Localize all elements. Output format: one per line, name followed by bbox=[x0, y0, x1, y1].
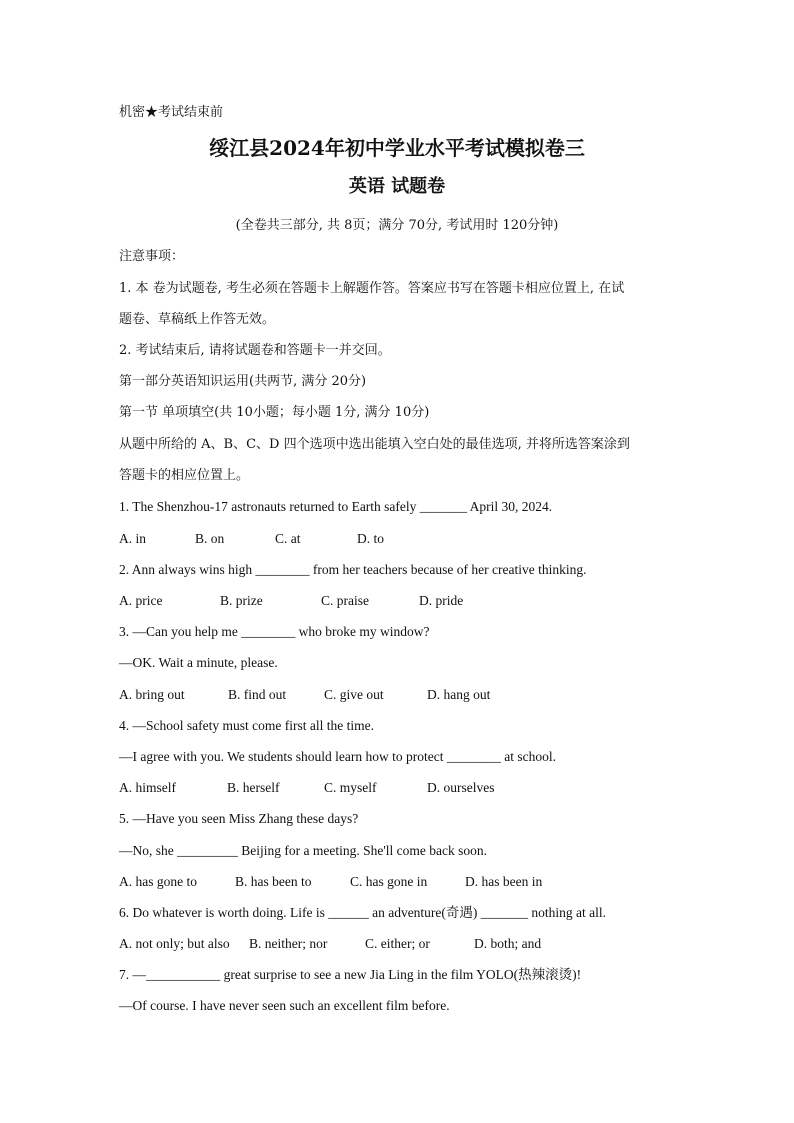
question-3-dialogue: —OK. Wait a minute, please. bbox=[119, 655, 278, 670]
option-a: A. not only; but also bbox=[119, 936, 230, 951]
option-b: B. prize bbox=[220, 593, 263, 608]
question-3-options bbox=[119, 686, 490, 704]
note-1-line-1: 1. 本 卷为试题卷, 考生必须在答题卡上解题作答。答案应书写在答题卡相应位置上, 在试 bbox=[119, 281, 625, 296]
question-5-dialogue: —No, she _________ Beijing for a meeting. She'll come back soon. bbox=[119, 843, 487, 858]
part-1-heading: 第一部分英语知识运用(共两节, 满分 20分) bbox=[119, 374, 367, 389]
option-b: B. on bbox=[195, 531, 225, 546]
option-d: D. ourselves bbox=[427, 780, 495, 795]
question-4-options bbox=[119, 779, 495, 797]
exam-title: 绥江县2024年初中学业水平考试模拟卷三 bbox=[209, 136, 585, 160]
question-1-options bbox=[119, 530, 384, 548]
question-3-stem: 3. —Can you help me ________ who broke my window? bbox=[119, 624, 430, 639]
question-7-stem: 7. —___________ great surprise to see a new Jia Ling in the film YOLO(热辣滚烫)! bbox=[119, 967, 582, 982]
question-4-stem: 4. —School safety must come first all the time. bbox=[119, 718, 374, 733]
option-c: C. give out bbox=[324, 687, 384, 702]
question-6-stem: 6. Do whatever is worth doing. Life is ______ an adventure(奇遇) _______ nothing at all. bbox=[119, 905, 607, 920]
section-1-heading: 第一节 单项填空(共 10小题；每小题 1分, 满分 10分) bbox=[119, 405, 430, 420]
option-c: C. has gone in bbox=[350, 874, 428, 889]
exam-info: (全卷共三部分, 共 8页；满分 70分, 考试用时 120分钟) bbox=[235, 218, 559, 233]
option-c: C. at bbox=[275, 531, 301, 546]
question-5-options bbox=[119, 873, 542, 891]
instructions-line-1: 从题中所给的 A、B、C、D 四个选项中选出能填入空白处的最佳选项, 并将所选答案涂到 bbox=[119, 437, 630, 452]
question-2-stem: 2. Ann always wins high ________ from her teachers because of her creative thinking. bbox=[119, 562, 587, 577]
option-a: A. bring out bbox=[119, 687, 185, 702]
question-6-options bbox=[119, 935, 541, 953]
option-a: A. himself bbox=[119, 780, 176, 795]
option-a: A. in bbox=[119, 531, 146, 546]
option-c: C. either; or bbox=[365, 936, 430, 951]
option-b: B. herself bbox=[227, 780, 280, 795]
option-a: A. has gone to bbox=[119, 874, 197, 889]
question-2-options bbox=[119, 592, 463, 610]
option-d: D. both; and bbox=[474, 936, 542, 951]
option-b: B. find out bbox=[228, 687, 287, 702]
option-b: B. has been to bbox=[235, 874, 312, 889]
exam-subtitle: 英语 试题卷 bbox=[348, 176, 446, 197]
option-d: D. to bbox=[357, 531, 384, 546]
question-7-dialogue: —Of course. I have never seen such an excellent film before. bbox=[119, 998, 450, 1013]
option-c: C. praise bbox=[321, 593, 369, 608]
question-1-stem: 1. The Shenzhou-17 astronauts returned to Earth safely _______ April 30, 2024. bbox=[119, 499, 553, 514]
question-5-stem: 5. —Have you seen Miss Zhang these days? bbox=[119, 811, 359, 826]
option-d: D. pride bbox=[419, 593, 464, 608]
note-2: 2. 考试结束后, 请将试题卷和答题卡一并交回。 bbox=[119, 343, 391, 358]
option-d: D. has been in bbox=[465, 874, 543, 889]
notes-heading: 注意事项： bbox=[119, 249, 185, 264]
confidential-label: 机密★考试结束前 bbox=[119, 105, 224, 120]
note-1-line-2: 题卷、草稿纸上作答无效。 bbox=[119, 312, 276, 327]
question-4-dialogue: —I agree with you. We students should learn how to protect ________ at school. bbox=[119, 749, 556, 764]
option-d: D. hang out bbox=[427, 687, 491, 702]
option-c: C. myself bbox=[324, 780, 377, 795]
option-b: B. neither; nor bbox=[249, 936, 328, 951]
instructions-line-2: 答题卡的相应位置上。 bbox=[119, 468, 250, 483]
option-a: A. price bbox=[119, 593, 163, 608]
